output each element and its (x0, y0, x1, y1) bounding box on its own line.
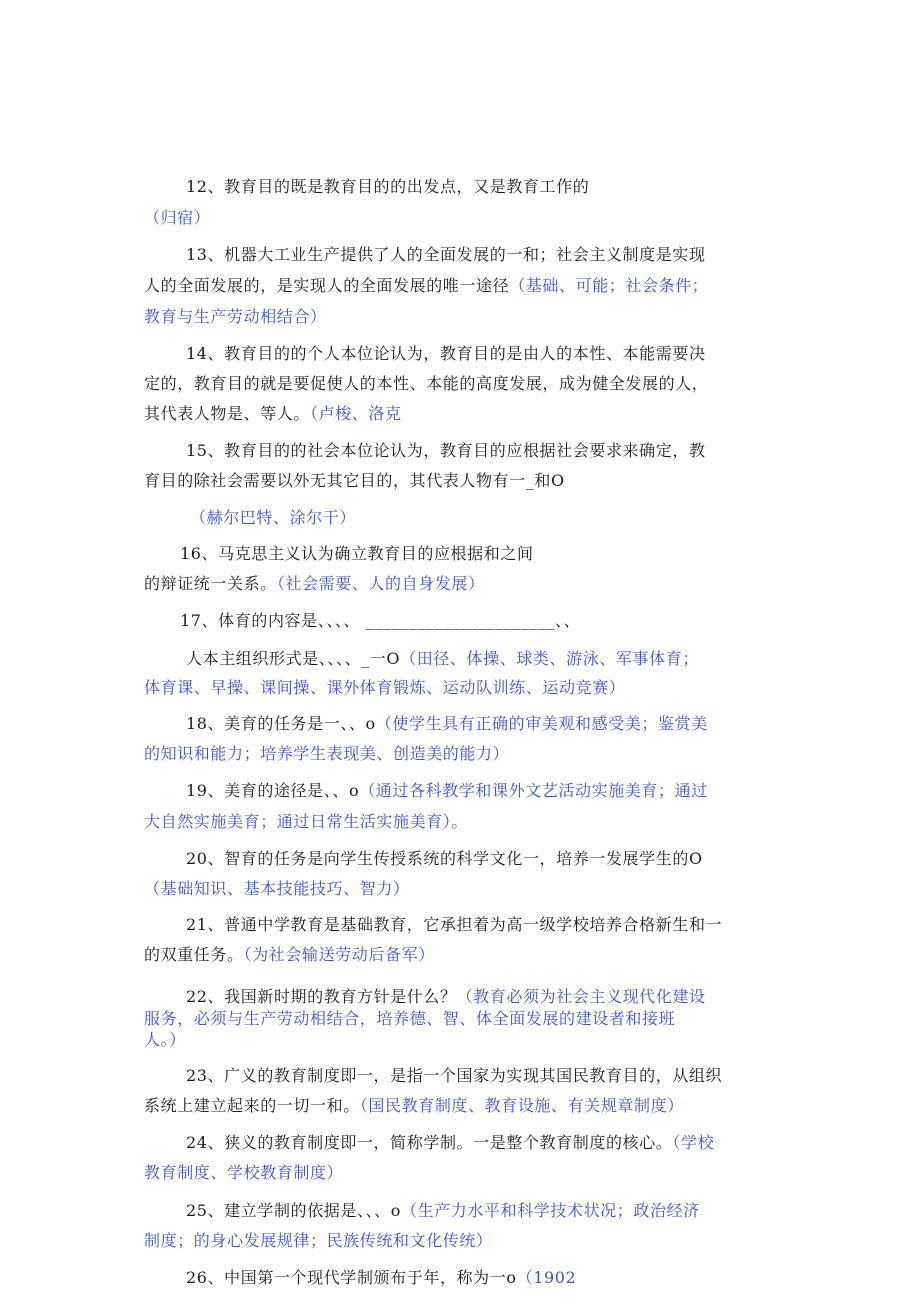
q14-line3 (144, 403, 402, 425)
q20-line1: 20、智育的任务是向学生传授系统的科学文化一，培养一发展学生的O (186, 849, 703, 868)
q16-line2 (144, 573, 485, 595)
q18-line1 (186, 713, 708, 735)
q14-answer: （卢梭、洛克 (310, 404, 402, 423)
q17-line2 (186, 648, 699, 670)
q14-line2: 定的，教育目的就是要促使人的本性、本能的高度发展，成为健全发展的人， (144, 374, 709, 393)
q19-answer-part1: （通过各科教学和课外文艺活动实施美育；通过 (359, 781, 708, 800)
q12-answer: （归宿） (144, 208, 211, 227)
q23-answer: （国民教育制度、教育设施、有关规章制度） (359, 1096, 684, 1115)
q25-answer-part1: （生产力水平和科学技术状况；政治经济 (401, 1201, 700, 1220)
q25-line1 (186, 1200, 700, 1222)
q24-line1-text: 24、狭义的教育制度即一，简称学制。一是整个教育制度的核心。 (186, 1133, 673, 1152)
q16-line1: 16、马克思主义认为确立教育目的应根据和之间 (180, 544, 534, 563)
q17-line2-text: 人本主组织形式是、、、、_一O (186, 649, 401, 668)
q23-line2 (144, 1095, 684, 1117)
q21-line2-text: 的双重任务。 (144, 945, 244, 964)
q25-answer-part2: 制度；的身心发展规律；民族传统和文化传统） (144, 1231, 493, 1250)
q15-line1: 15、教育目的的社会本位论认为，教育目的应根据社会要求来确定，教 (186, 441, 706, 460)
q22-answer-part2: 服务，必须与生产劳动相结合，培养德、智、体全面发展的建设者和接班 (144, 1009, 676, 1028)
q15-line2: 育目的除社会需要以外无其它目的，其代表人物有一_和O (144, 471, 565, 490)
q13-answer-part2: 教育与生产劳动相结合） (144, 307, 327, 326)
q13-line2-text: 人的全面发展的，是实现人的全面发展的唯一途径 (144, 276, 510, 295)
q24-line1 (186, 1132, 714, 1154)
q21-line2 (144, 944, 435, 966)
q13-line2 (144, 275, 708, 297)
q17-answer-part1: （田径、体操、球类、游泳、军事体育； (400, 649, 699, 668)
q21-line1: 21、普通中学教育是基础教育，它承担着为高一级学校培养合格新生和一 (186, 915, 723, 934)
q18-answer-part2: 的知识和能力；培养学生表现美、创造美的能力） (144, 744, 510, 763)
q18-answer-part1: （使学生具有正确的审美观和感受美；鉴赏美 (375, 714, 708, 733)
q19-line1 (186, 780, 708, 802)
q26-line1 (186, 1267, 576, 1289)
q15-answer: （赫尔巴特、涂尔干） (190, 508, 357, 527)
q26-answer: （1902 (516, 1268, 577, 1287)
q23-line2-text: 系统上建立起来的一切一和。 (144, 1096, 360, 1115)
q20-answer: （基础知识、基本技能技巧、智力） (144, 879, 410, 898)
q25-line1-text: 25、建立学制的依据是、、、o (186, 1201, 401, 1220)
q23-line1: 23、广义的教育制度即一，是指一个国家为实现其国民教育目的，从组织 (186, 1066, 723, 1085)
q24-answer-part2: 教育制度、学校教育制度） (144, 1163, 344, 1182)
q24-answer-part1: （学校 (672, 1133, 715, 1152)
q16-answer: （社会需要、人的自身发展） (276, 574, 485, 593)
q17-answer-part2: 体育课、早操、课间操、课外体育锻炼、运动队训练、运动竞赛） (144, 678, 626, 697)
q18-line1-text: 18、美育的任务是一、、o (186, 714, 376, 733)
q13-line1: 13、机器大工业生产提供了人的全面发展的一和；社会主义制度是实现 (186, 245, 706, 264)
q22-line1 (186, 986, 706, 1008)
q19-line1-text: 19、美育的途径是、、o (186, 781, 360, 800)
q22-line1-text: 22、我国新时期的教育方针是什么？ (186, 987, 457, 1006)
q14-line1: 14、教育目的的个人本位论认为，教育目的是由人的本性、本能需要决 (186, 344, 706, 363)
q22-answer-part1: （教育必须为社会主义现代化建设 (456, 987, 706, 1006)
q26-line1-text: 26、中国第一个现代学制颁布于年，称为一o (186, 1268, 517, 1287)
q16-line2-text: 的辩证统一关系。 (144, 574, 277, 593)
q17-line1: 17、体育的内容是、、、、 ______________________、、 (180, 611, 581, 630)
q14-line3-text: 其代表人物是、等人。 (144, 404, 311, 423)
q12-line1: 12、教育目的既是教育目的的出发点，又是教育工作的 (186, 177, 590, 196)
q21-answer: （为社会输送劳动后备军） (243, 945, 435, 964)
q19-answer-part2: 大自然实施美育；通过日常生活实施美育）。 (144, 812, 469, 831)
q13-answer-part1: （基础、可能；社会条件； (509, 276, 709, 295)
q22-answer-part3: 人。） (144, 1030, 186, 1049)
